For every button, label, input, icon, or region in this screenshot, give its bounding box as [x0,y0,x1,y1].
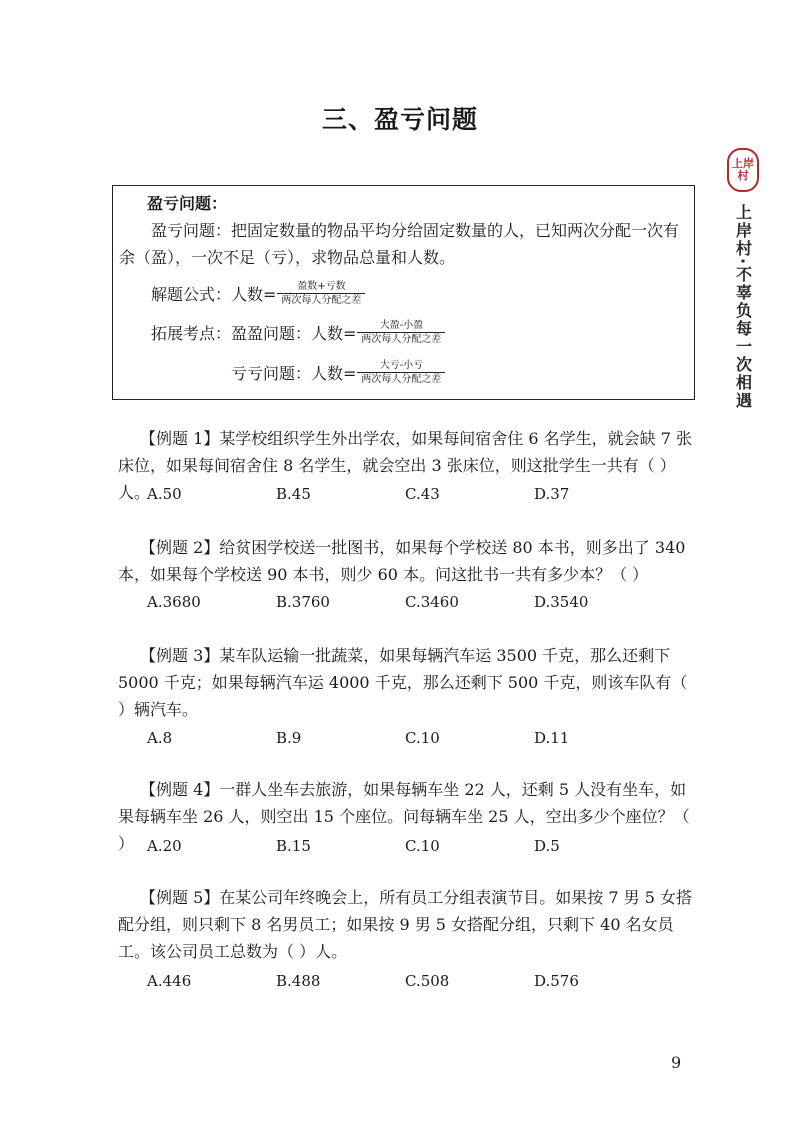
formula-row [151,281,365,306]
option-c: C.10 [405,837,440,855]
option-c: C.10 [405,729,440,747]
option-b: B.3760 [276,593,330,611]
option-b: B.15 [276,837,311,855]
option-d: D.3540 [534,593,589,611]
extension-row-2 [231,360,445,385]
extension-label-2: 亏亏问题：人数= [231,364,357,383]
sidebar-motto: 上岸村·不辜负每一次相遇 [733,204,753,411]
question-3-options [147,729,667,747]
extension-denominator-2: 两次每人分配之差 [357,372,445,385]
extension-denominator-1: 两次每人分配之差 [357,332,445,345]
concept-heading: 盈亏问题： [147,194,228,213]
question-5-text: 【例题 5】在某公司年终晚会上，所有员工分组表演节目。如果按 7 男 5 女搭配分组，则只剩下 8 名男员工；如果按 9 男 5 女搭配分组，只剩下 40 名女员工。该公司员工总数为（ ）人。 [118,888,692,961]
option-b: B.45 [276,485,311,503]
question-1-options [147,485,667,503]
option-a: A.50 [147,485,182,503]
formula-denominator: 两次每人分配之差 [277,293,365,306]
question-4-options [147,837,667,855]
question-2-text: 【例题 2】给贫困学校送一批图书，如果每个学校送 80 本书，则多出了 340 本，如果每个学校送 90 本书，则少 60 本。问这批书一共有多少本？（ ） [118,538,686,584]
page-number: 9 [671,1053,682,1072]
option-d: D.11 [534,729,570,747]
option-d: D.5 [534,837,560,855]
option-a: A.446 [147,972,192,990]
extension-fraction-1 [357,320,445,345]
extension-row-1 [151,320,445,345]
question-5-options [147,972,667,990]
formula-fraction [277,281,365,306]
option-b: B.9 [276,729,302,747]
option-a: A.3680 [147,593,201,611]
question-2-options [147,593,667,611]
formula-numerator: 盈数+亏数 [297,281,346,292]
option-c: C.43 [405,485,440,503]
option-d: D.576 [534,972,579,990]
question-1-text: 【例题 1】某学校组织学生外出学农，如果每间宿舍住 6 名学生，就会缺 7 张床位，如果每间宿舍住 8 名学生，就会空出 3 张床位，则这批学生一共有（ ）人。 [118,429,692,502]
extension-numerator-2: 大亏-小亏 [379,360,424,371]
extension-label-1: 拓展考点：盈盈问题：人数= [151,324,357,343]
question-3-text: 【例题 3】某车队运输一批蔬菜，如果每辆汽车运 3500 千克，那么还剩下 5000 千克；如果每辆汽车运 4000 千克，那么还剩下 500 千克，则该车队有（ ）辆汽车。 [118,646,688,719]
sidebar-branding [725,148,761,410]
concept-definition: 盈亏问题：把固定数量的物品平均分给固定数量的人，已知两次分配一次有余（盈），一次不足（亏），求物品总量和人数。 [119,221,680,267]
extension-numerator-1: 大盈-小盈 [379,320,424,331]
option-a: A.8 [147,729,173,747]
page-title: 三、盈亏问题 [321,105,478,134]
concept-box [112,185,695,400]
option-c: C.508 [405,972,450,990]
option-d: D.37 [534,485,570,503]
formula-label: 解题公式：人数= [151,285,277,304]
extension-fraction-2 [357,360,445,385]
option-a: A.20 [147,837,182,855]
question-4-text: 【例题 4】一群人坐车去旅游，如果每辆车坐 22 人，还剩 5 人没有坐车，如果每辆车坐 26 人，则空出 15 个座位。问每辆车坐 25 人，空出多少个座位？（ ） [118,780,690,853]
option-c: C.3460 [405,593,459,611]
seal-logo: 上岸村 [727,148,759,192]
option-b: B.488 [276,972,321,990]
